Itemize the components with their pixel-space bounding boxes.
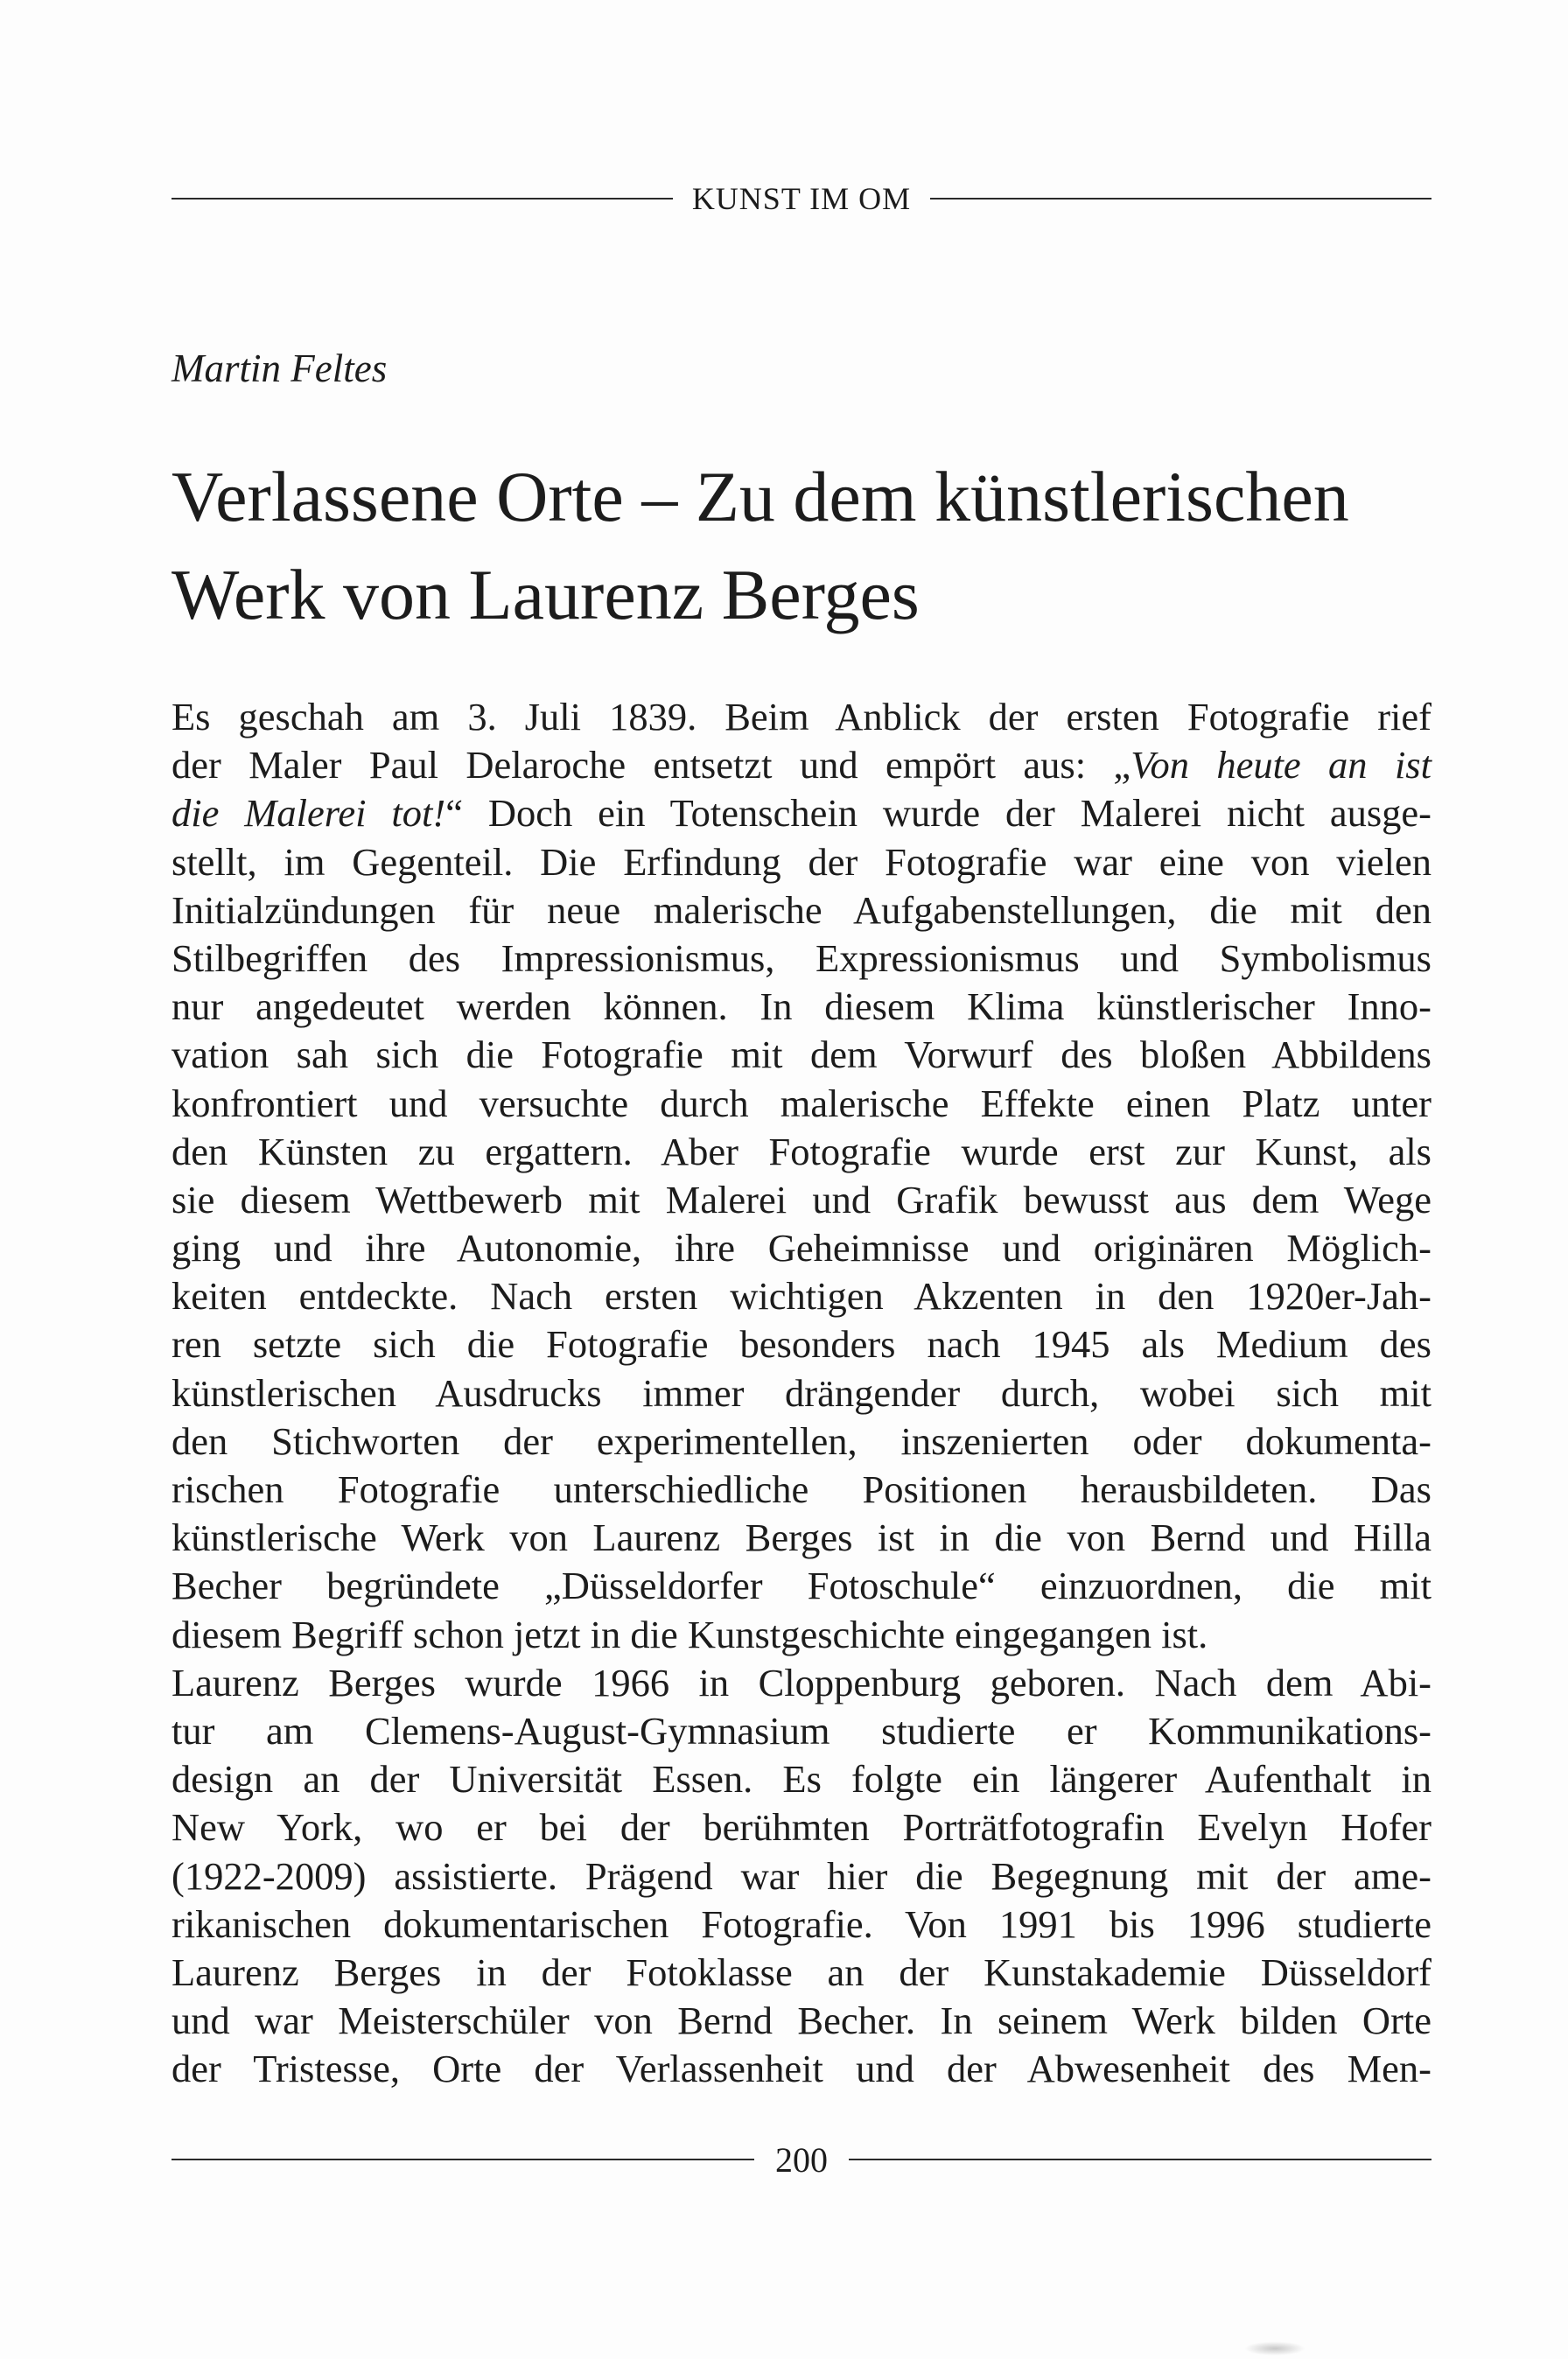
header-rule-left bbox=[172, 198, 673, 200]
scan-smudge bbox=[1244, 2342, 1306, 2356]
body-line: und war Meisterschüler von Bernd Becher. In seinem Werk bilden Orte bbox=[172, 1998, 1432, 2043]
title-line: Werk von Laurenz Berges bbox=[172, 555, 920, 634]
body-line: den Stichworten der experimentellen, inszenierten oder dokumenta- bbox=[172, 1418, 1432, 1463]
body-line: Laurenz Berges wurde 1966 in Cloppenburg geboren. Nach dem Abi- bbox=[172, 1660, 1432, 1704]
body-line: ren setzte sich die Fotografie besonders nach 1945 als Medium des bbox=[172, 1322, 1432, 1367]
title-line: Verlassene Orte – Zu dem künstlerischen bbox=[172, 457, 1349, 536]
body-line: Initialzündungen für neue malerische Aufgabenstellungen, die mit den bbox=[172, 887, 1432, 932]
body-line: den Künsten zu ergattern. Aber Fotografie wurde erst zur Kunst, als bbox=[172, 1129, 1432, 1173]
body-line: ging und ihre Autonomie, ihre Geheimnisse und originären Möglich- bbox=[172, 1226, 1432, 1270]
body-line: diesem Begriff schon jetzt in die Kunstgeschichte eingegangen ist. bbox=[172, 1612, 1208, 1656]
article-body bbox=[172, 693, 1432, 2093]
body-line-text: “ Doch ein Totenschein wurde der Malerei nicht ausge- bbox=[445, 791, 1432, 836]
body-line: stellt, im Gegenteil. Die Erfindung der Fotografie war eine von vielen bbox=[172, 839, 1432, 884]
body-line: künstlerischen Ausdrucks immer drängender durch, wobei sich mit bbox=[172, 1370, 1432, 1415]
article-title bbox=[172, 448, 1449, 644]
body-line: New York, wo er bei der berühmten Porträtfotografin Evelyn Hofer bbox=[172, 1805, 1432, 1850]
body-line-text: der Maler Paul Delaroche entsetzt und empört aus: „ bbox=[172, 743, 1131, 788]
running-footer bbox=[172, 2138, 1432, 2181]
header-rule-right bbox=[930, 198, 1432, 200]
footer-rule-left bbox=[172, 2159, 754, 2160]
body-line: rikanischen dokumentarischen Fotografie. Von 1991 bis 1996 studierte bbox=[172, 1901, 1432, 1946]
body-line: konfrontiert und versuchte durch malerische Effekte einen Platz unter bbox=[172, 1081, 1432, 1125]
footer-rule-right bbox=[849, 2159, 1432, 2160]
body-line: vation sah sich die Fotografie mit dem Vorwurf des bloßen Abbildens bbox=[172, 1032, 1432, 1077]
body-line bbox=[172, 741, 1432, 789]
body-line: Stilbegriffen des Impressionismus, Expressionismus und Symbolismus bbox=[172, 935, 1432, 980]
body-line: Es geschah am 3. Juli 1839. Beim Anblick der ersten Fotografie rief bbox=[172, 695, 1432, 738]
body-line: sie diesem Wettbewerb mit Malerei und Grafik bewusst aus dem Wege bbox=[172, 1177, 1432, 1222]
body-line: rischen Fotografie unterschiedliche Positionen herausbildeten. Das bbox=[172, 1467, 1432, 1511]
body-line bbox=[172, 789, 1432, 837]
body-line: nur angedeutet werden können. In diesem Klima künstlerischer Inno- bbox=[172, 984, 1432, 1029]
running-title: KUNST IM OM bbox=[691, 181, 912, 216]
page-number: 200 bbox=[775, 2139, 828, 2180]
running-header bbox=[172, 181, 1432, 216]
body-line: Becher begründete „Düsseldorfer Fotoschule“ einzuordnen, die mit bbox=[172, 1564, 1432, 1608]
quoted-italic-text: die Malerei tot! bbox=[172, 791, 446, 836]
body-line: künstlerische Werk von Laurenz Berges ist in die von Bernd und Hilla bbox=[172, 1516, 1432, 1560]
body-line: design an der Universität Essen. Es folgte ein längerer Aufenthalt in bbox=[172, 1757, 1432, 1802]
body-line: Laurenz Berges in der Fotoklasse an der Kunstakademie Düsseldorf bbox=[172, 1950, 1432, 1994]
body-line: tur am Clemens-August-Gymnasium studierte er Kommunikations- bbox=[172, 1708, 1432, 1753]
body-line: keiten entdeckte. Nach ersten wichtigen Akzenten in den 1920er-Jah- bbox=[172, 1274, 1432, 1319]
body-line: (1922-2009) assistierte. Prägend war hier die Begegnung mit der ame- bbox=[172, 1853, 1432, 1898]
author-name: Martin Feltes bbox=[172, 346, 388, 390]
body-line: der Tristesse, Orte der Verlassenheit und der Abwesenheit des Men- bbox=[172, 2047, 1432, 2091]
quoted-italic-text: Von heute an ist bbox=[1130, 743, 1432, 788]
